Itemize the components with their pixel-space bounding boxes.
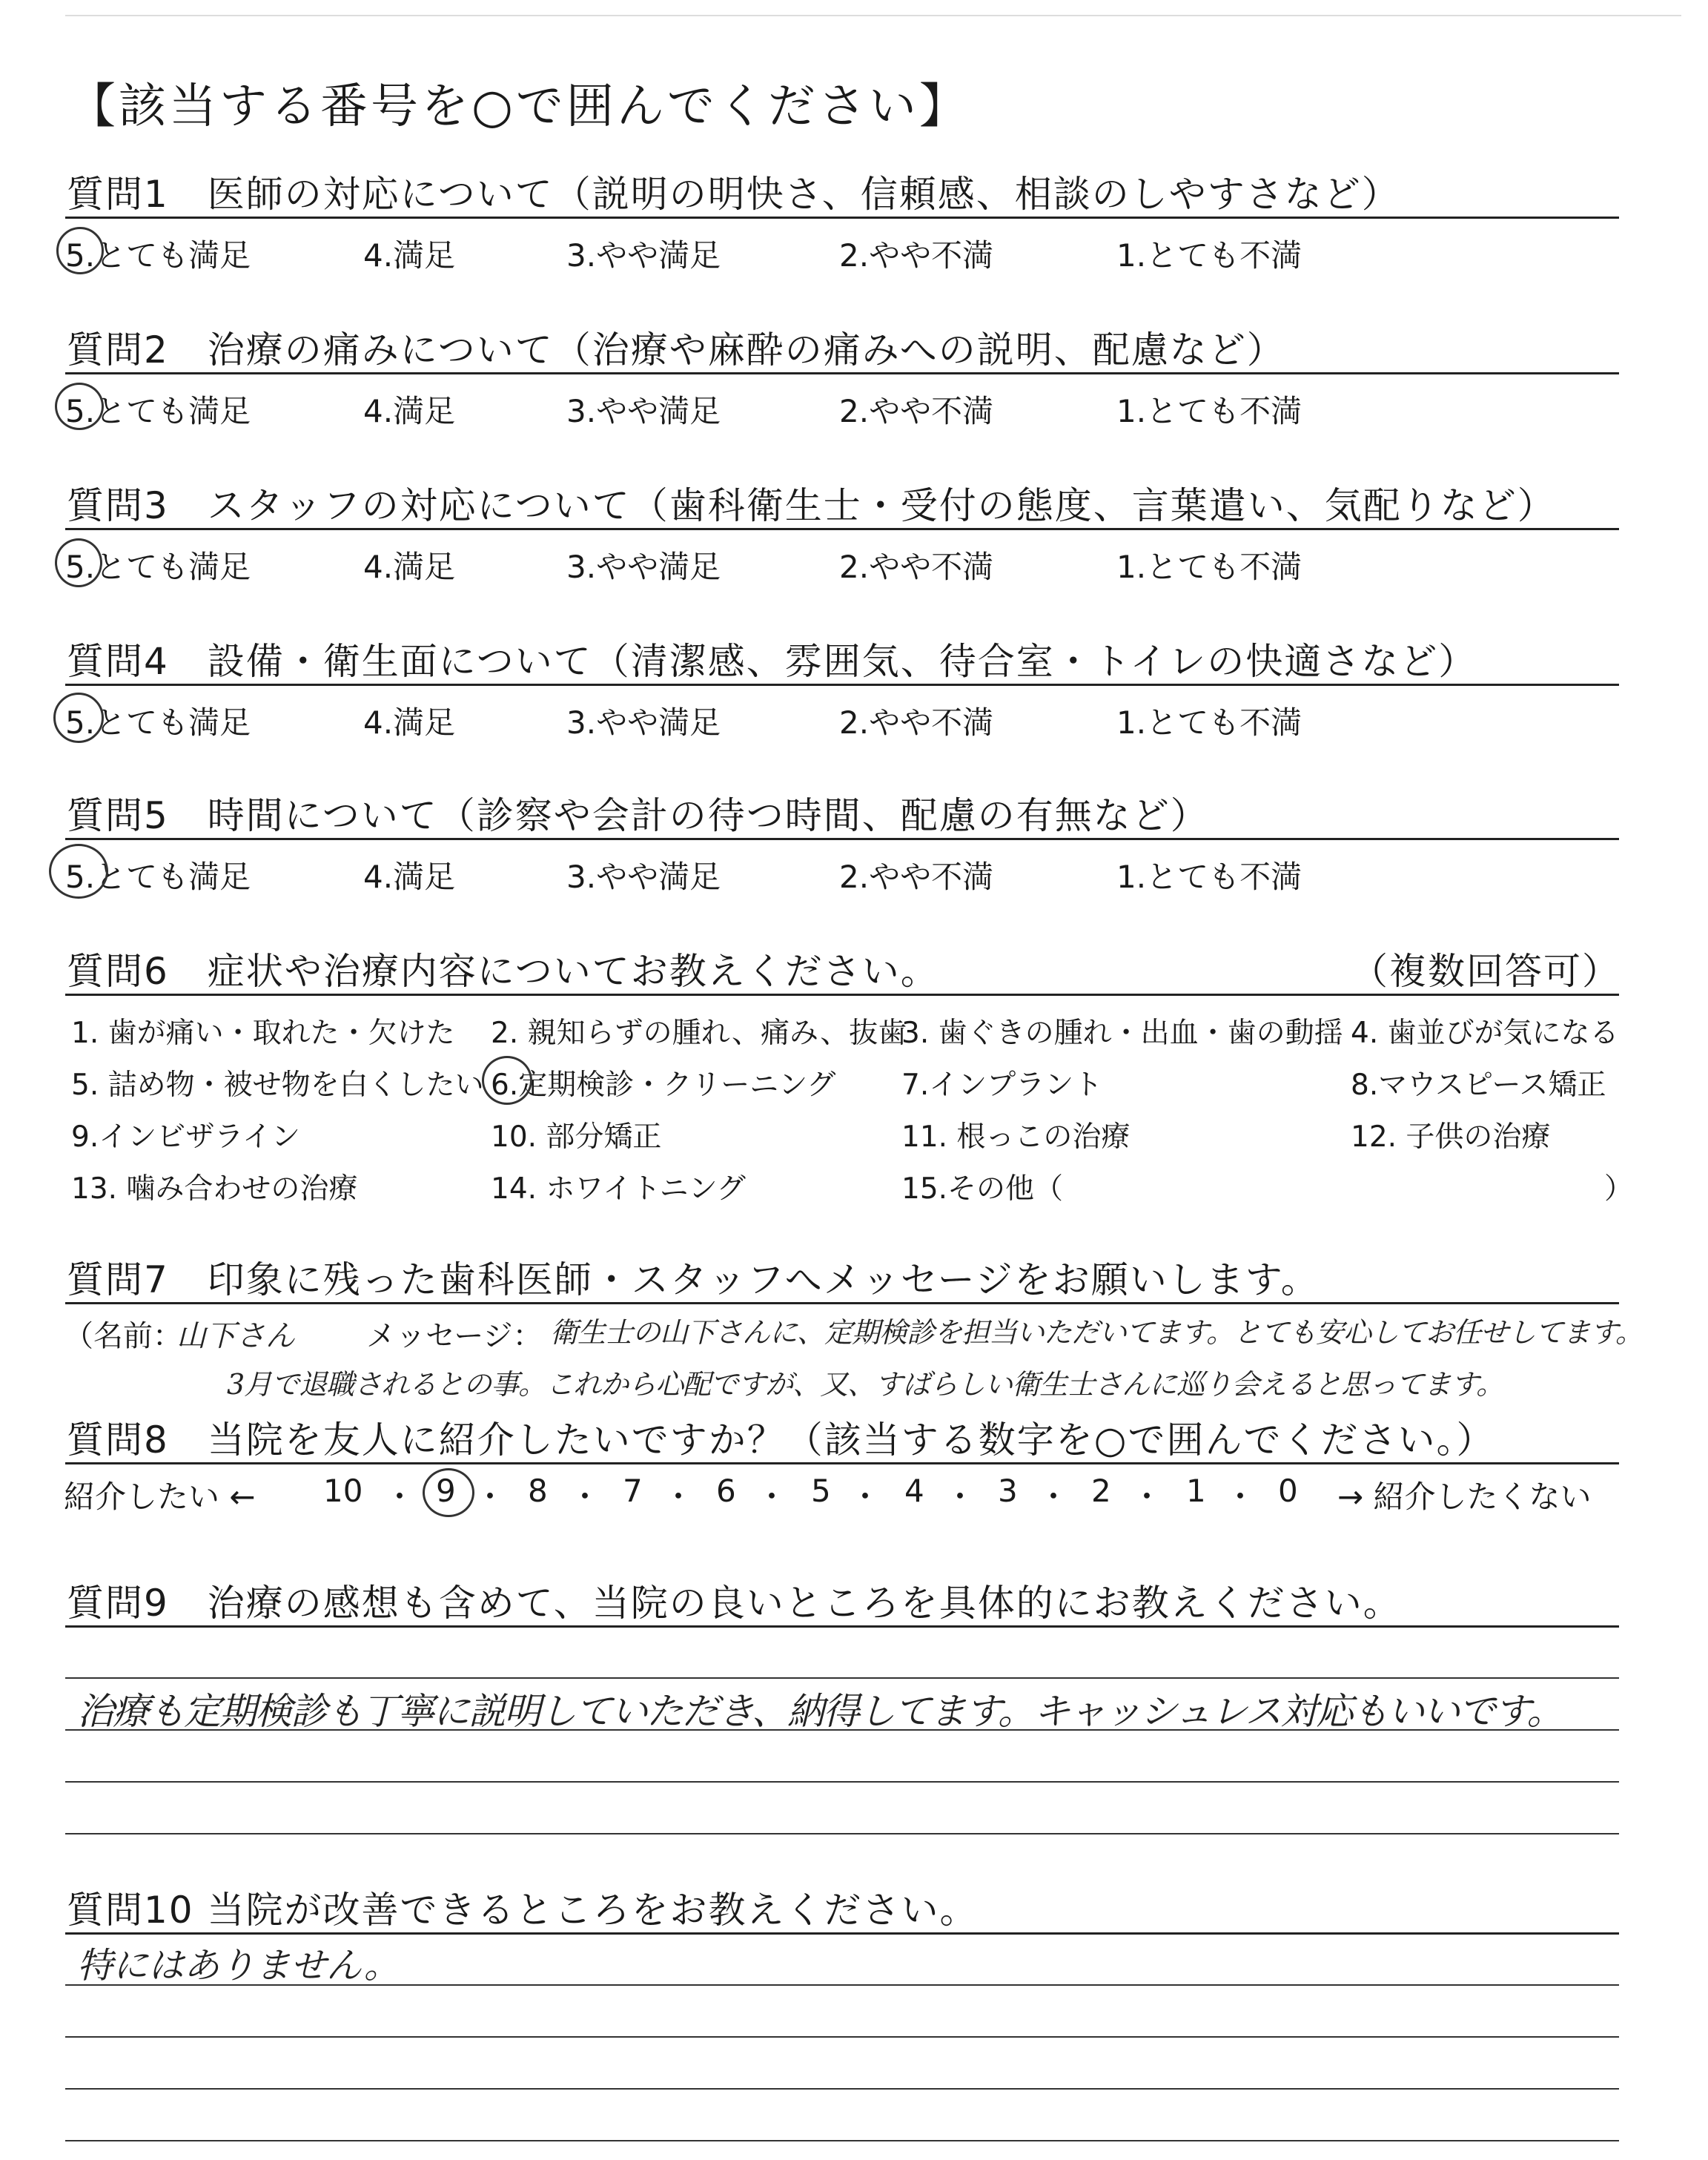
option-5[interactable]: 5.とても満足 [65, 704, 251, 741]
scale-value[interactable]: 3 [998, 1473, 1018, 1509]
multiple-answer-note: （複数回答可） [1351, 950, 1621, 993]
scale-value[interactable]: 7 [623, 1473, 643, 1509]
rule [65, 1462, 1619, 1464]
question-title: 質問8 当院を友人に紹介したいですか？（該当する数字を○で囲んでください。） [67, 1418, 1495, 1462]
question-title: 質問2 治療の痛みについて（治療や麻酔の痛みへの説明、配慮など） [67, 328, 1285, 371]
rule [65, 217, 1619, 219]
rule [65, 1625, 1619, 1628]
answer-line [65, 1984, 1619, 1986]
symptom-option[interactable]: 5. 詰め物・被せ物を白くしたい [71, 1069, 484, 1102]
scale-value[interactable]: 1 [1186, 1473, 1206, 1509]
scale-left-label: 紹介したい ← [64, 1479, 256, 1515]
scale-value[interactable]: 0 [1278, 1473, 1298, 1509]
selection-circle [56, 227, 104, 274]
option-4[interactable]: 4.満足 [363, 549, 456, 585]
option-2[interactable]: 2.やや不満 [839, 237, 994, 274]
option-3[interactable]: 3.やや満足 [566, 237, 721, 274]
selection-circle [55, 538, 102, 587]
option-1[interactable]: 1.とても不満 [1116, 393, 1302, 429]
option-5[interactable]: 5.とても満足 [65, 859, 251, 895]
option-1[interactable]: 1.とても不満 [1116, 237, 1302, 274]
option-3[interactable]: 3.やや満足 [566, 393, 721, 429]
good-points-answer[interactable]: 治療も定期検診も丁寧に説明していただき、納得してます。キャッシュレス対応もいいです。 [77, 1690, 1563, 1733]
selection-circle [49, 844, 108, 899]
answer-line [65, 1729, 1619, 1731]
option-5[interactable]: 5.とても満足 [65, 393, 251, 429]
rule [65, 684, 1619, 686]
scale-value[interactable]: 4 [904, 1473, 924, 1509]
question-title: 質問9 治療の感想も含めて、当院の良いところを具体的にお教えください。 [67, 1582, 1402, 1625]
scale-value[interactable]: 6 [716, 1473, 736, 1509]
symptom-option[interactable]: 9.インビザライン [71, 1120, 301, 1154]
symptom-option[interactable]: 15.その他（ [901, 1172, 1064, 1206]
scale-value[interactable]: 8 [528, 1473, 548, 1509]
option-5[interactable]: 5.とても満足 [65, 237, 251, 274]
symptom-option[interactable]: 14. ホワイトニング [491, 1172, 746, 1206]
option-2[interactable]: 2.やや不満 [839, 704, 994, 741]
option-3[interactable]: 3.やや満足 [566, 549, 721, 585]
message-label: メッセージ： [366, 1319, 543, 1353]
option-4[interactable]: 4.満足 [363, 393, 456, 429]
answer-line [65, 1781, 1619, 1783]
question-title: 質問6 症状や治療内容についてお教えください。 [67, 950, 939, 993]
message-line-2[interactable]: 3月で退職されるとの事。これから心配ですが、又、すばらしい衛生士さんに巡り会えると思ってます。 [227, 1368, 1504, 1401]
scale-value[interactable]: 5 [811, 1473, 831, 1509]
scale-separator: ・ [474, 1479, 506, 1515]
option-2[interactable]: 2.やや不満 [839, 549, 994, 585]
answer-line [65, 2140, 1619, 2141]
rule [65, 1302, 1619, 1304]
option-4[interactable]: 4.満足 [363, 859, 456, 895]
question-title: 質問7 印象に残った歯科医師・スタッフへメッセージをお願いします。 [67, 1258, 1320, 1301]
option-1[interactable]: 1.とても不満 [1116, 549, 1302, 585]
option-3[interactable]: 3.やや満足 [566, 704, 721, 741]
scale-separator: ・ [944, 1479, 976, 1515]
symptom-option[interactable]: 8.マウスピース矯正 [1351, 1069, 1606, 1102]
option-1[interactable]: 1.とても不満 [1116, 859, 1302, 895]
message-line-1[interactable]: 衛生士の山下さんに、定期検診を担当いただいてます。とても安心してお任せしてます。 [550, 1316, 1643, 1349]
scale-value[interactable]: 9 [436, 1473, 456, 1509]
question-title: 質問10 当院が改善できるところをお教えください。 [67, 1889, 979, 1932]
symptom-option[interactable]: 12. 子供の治療 [1351, 1120, 1551, 1154]
option-2[interactable]: 2.やや不満 [839, 393, 994, 429]
rule [65, 528, 1619, 530]
answer-line [65, 1833, 1619, 1834]
symptom-option[interactable]: 4. 歯並びが気になる [1351, 1017, 1619, 1050]
scale-separator: ・ [1038, 1479, 1070, 1515]
scale-separator: ・ [1131, 1479, 1163, 1515]
question-title: 質問1 医師の対応について（説明の明快さ、信頼感、相談のしやすさなど） [67, 173, 1400, 216]
close-paren: ） [1604, 1172, 1634, 1206]
answer-line [65, 2036, 1619, 2038]
option-5[interactable]: 5.とても満足 [65, 549, 251, 585]
rule [65, 994, 1619, 996]
scale-separator: ・ [569, 1479, 601, 1515]
selection-circle [482, 1056, 532, 1105]
scale-value[interactable]: 2 [1091, 1473, 1111, 1509]
option-4[interactable]: 4.満足 [363, 704, 456, 741]
scale-value[interactable]: 10 [323, 1473, 363, 1509]
option-1[interactable]: 1.とても不満 [1116, 704, 1302, 741]
scale-separator: ・ [756, 1479, 788, 1515]
rule [65, 372, 1619, 374]
option-2[interactable]: 2.やや不満 [839, 859, 994, 895]
symptom-option[interactable]: 3. 歯ぐきの腫れ・出血・歯の動揺 [901, 1017, 1343, 1050]
scale-separator: ・ [1225, 1479, 1257, 1515]
selection-circle [55, 383, 104, 430]
rule [65, 838, 1619, 840]
scale-separator: ・ [850, 1479, 881, 1515]
rule [65, 1932, 1619, 1935]
answer-line [65, 1677, 1619, 1679]
symptom-option[interactable]: 11. 根っこの治療 [901, 1120, 1131, 1154]
symptom-option[interactable]: 6.定期検診・クリーニング [491, 1069, 836, 1102]
answer-line [65, 2088, 1619, 2090]
symptom-option[interactable]: 13. 噛み合わせの治療 [71, 1172, 358, 1206]
option-4[interactable]: 4.満足 [363, 237, 456, 274]
scale-separator: ・ [663, 1479, 695, 1515]
symptom-option[interactable]: 10. 部分矯正 [491, 1120, 662, 1154]
scale-right-label: → 紹介したくない [1337, 1479, 1592, 1515]
option-3[interactable]: 3.やや満足 [566, 859, 721, 895]
name-value[interactable]: 山下さん [176, 1319, 295, 1353]
name-label: （名前： [64, 1319, 182, 1353]
symptom-option[interactable]: 7.インプラント [901, 1069, 1103, 1102]
question-title: 質問3 スタッフの対応について（歯科衛生士・受付の態度、言葉遣い、気配りなど） [67, 484, 1556, 527]
selection-circle [53, 693, 104, 743]
question-title: 質問5 時間について（診察や会計の待つ時間、配慮の有無など） [67, 794, 1209, 837]
question-title: 質問4 設備・衛生面について（清潔感、雰囲気、待合室・トイレの快適さなど） [67, 640, 1477, 683]
scan-edge [65, 15, 1681, 16]
symptom-option[interactable]: 1. 歯が痛い・取れた・欠けた [71, 1017, 455, 1050]
scale-separator: ・ [384, 1479, 416, 1515]
improvement-answer[interactable]: 特にはありません。 [77, 1945, 400, 1986]
selection-circle [423, 1468, 474, 1517]
page-header: 【該当する番号を○で囲んでください】 [68, 79, 970, 134]
symptom-option[interactable]: 2. 親知らずの腫れ、痛み、抜歯 [491, 1017, 907, 1050]
